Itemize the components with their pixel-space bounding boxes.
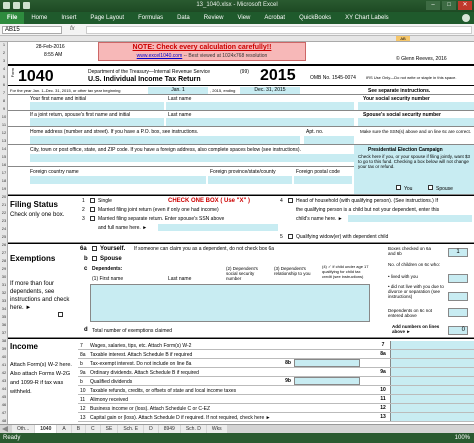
dep-last-name-col: Last name <box>168 276 192 282</box>
irs-use-only: IRS Use Only—Do not write or staple in this space. <box>366 75 457 80</box>
city-label: City, town or post office, state, and ZIP code. If you have a foreign address, also complete spaces below (see instructions). <box>30 147 301 153</box>
foreign-province-input[interactable] <box>208 176 292 184</box>
dep-relationship-col: (3) Dependent's relationship to you <box>274 266 311 276</box>
income-line-input[interactable] <box>294 359 360 367</box>
income-line-number: 11 <box>80 397 86 403</box>
add-numbers-label: Add numbers on lines above ► <box>392 324 440 334</box>
row-header[interactable]: 11 <box>1 122 7 127</box>
ssn-input[interactable] <box>358 102 474 110</box>
income-line-code: 8b <box>285 360 291 366</box>
spouse-checkbox[interactable] <box>92 256 97 261</box>
attach-forms-note: Attach Form(s) W-2 here. Also attach Forms W-2G and 1099-R if tax was withheld. <box>10 362 72 395</box>
filing-status-title: Filing Status <box>10 200 58 209</box>
filing-status-sub: Check only one box. <box>10 212 65 218</box>
income-line-label: Wages, salaries, tips, etc. Attach Form(s) W-2 <box>90 343 192 349</box>
income-line-number: 7 <box>80 343 83 349</box>
spouse-ssn-label: Spouse's social security number <box>363 112 441 118</box>
form-year: 2015 <box>260 67 296 84</box>
worksheet[interactable] <box>8 42 474 424</box>
omb-number: OMB No. 1545-0074 <box>310 75 356 81</box>
income-line-code: 7 <box>381 342 385 348</box>
home-address-label: Home address (number and street). If you have a P.O. box, see instructions. <box>30 129 199 135</box>
spouse-ssn-input[interactable] <box>358 118 474 126</box>
sheet-tab[interactable]: D <box>144 425 158 433</box>
income-section <box>8 338 474 424</box>
row-header[interactable]: 10 <box>1 114 7 119</box>
row-header[interactable]: 1 <box>2 42 6 47</box>
first-name-label: Your first name and initial <box>30 96 86 102</box>
row-header[interactable]: 17 <box>1 170 7 175</box>
sheet-tabs-bar <box>0 424 474 433</box>
foreign-country-input[interactable] <box>30 176 206 184</box>
foreign-postal-input[interactable] <box>294 176 352 184</box>
income-title: Income <box>10 342 39 351</box>
apt-input[interactable] <box>304 136 354 144</box>
maximize-button[interactable]: □ <box>442 1 456 10</box>
option-number: 2 <box>82 207 85 213</box>
foreign-postal-label: Foreign postal code <box>296 169 340 175</box>
row-header[interactable]: 36 <box>1 322 7 327</box>
income-line-label: Taxable refunds, credits, or offsets of state and local income taxes <box>90 388 237 394</box>
spouse-label: Spouse <box>100 256 122 262</box>
form-title: U.S. Individual Income Tax Return <box>88 76 201 83</box>
city-input[interactable] <box>30 154 354 162</box>
note-subtitle <box>99 53 305 59</box>
income-line-code: 9a <box>380 369 386 375</box>
income-line-number: 12 <box>80 406 86 412</box>
yourself-checkbox[interactable] <box>92 246 97 251</box>
income-line-label: Capital gain or (loss). Attach Schedule D if required. If not required, check here ► <box>90 415 271 421</box>
income-line-label: Ordinary dividends. Attach Schedule B if required <box>90 370 199 376</box>
income-line-code: 9b <box>285 378 291 384</box>
foreign-address-row <box>8 167 474 195</box>
spouse-full-name-input[interactable] <box>158 224 278 231</box>
close-button[interactable]: ✕ <box>458 1 472 10</box>
tab-acrobat[interactable]: Acrobat <box>264 15 286 21</box>
head-household-label: Head of household (with qualifying person). (See instructions.) If <box>296 198 439 204</box>
spouse-first-input[interactable] <box>30 118 164 126</box>
income-line-amount[interactable] <box>390 368 474 376</box>
income-line <box>78 350 474 359</box>
income-line-number: 10 <box>80 388 86 394</box>
period-start[interactable]: Jan. 1 <box>148 87 208 94</box>
married-separate-checkbox[interactable] <box>90 216 95 221</box>
row-header[interactable]: 41 <box>1 362 7 367</box>
row-header[interactable]: 47 <box>1 410 7 415</box>
row-header[interactable]: 12 <box>1 130 7 135</box>
pec-text: Check here if you, or your spouse if filing jointly, want $3 to go to this fund. Checking a box below will not change your tax or refund. <box>358 154 470 169</box>
formula-input[interactable] <box>86 26 472 34</box>
apt-label: Apt. no. <box>306 129 324 135</box>
income-line-amount[interactable] <box>390 395 474 403</box>
row-header[interactable]: 37 <box>1 330 7 335</box>
dependents-not-input[interactable] <box>448 308 468 317</box>
tab-file[interactable]: File <box>0 12 24 24</box>
sheet-tab[interactable]: Oth... <box>12 425 34 433</box>
income-line-number: 13 <box>80 415 86 421</box>
total-exemptions-label: Total number of exemptions claimed <box>92 328 173 334</box>
tab-xy-chart-labels[interactable]: XY Chart Labels <box>345 15 389 21</box>
income-line-label: Qualified dividends <box>90 379 133 385</box>
income-line-label: Taxable interest. Attach Schedule B if required <box>90 352 193 358</box>
row-header[interactable]: 14 <box>1 146 7 151</box>
line-6c: c <box>84 266 88 272</box>
total-exemptions-value[interactable]: 0 <box>448 326 468 335</box>
income-line-amount[interactable] <box>390 404 474 412</box>
qualifying-widow-label: Qualifying widow(er) with dependent child <box>296 234 389 240</box>
selected-column-header[interactable]: AB <box>396 36 410 42</box>
income-line-label: Tax-exempt interest. Do not include on line 8a <box>90 361 192 367</box>
child-name-input[interactable] <box>348 215 472 222</box>
income-line <box>78 395 474 404</box>
dep-first-name-col: (1) First name <box>92 276 124 282</box>
exemptions-title: Exemptions <box>10 254 56 263</box>
form-code: (99) <box>240 69 249 75</box>
dep-ssn-col: (2) Dependent's social security number <box>226 266 258 281</box>
option-number: 1 <box>82 198 85 204</box>
period-end[interactable]: Dec. 31, 2015 <box>240 87 300 94</box>
pec-you-label: You <box>404 186 413 192</box>
row-header[interactable]: 20 <box>1 194 7 199</box>
sheet-nav-prev-icon[interactable] <box>2 426 8 432</box>
pec-spouse-label: Spouse <box>436 186 453 192</box>
dependents-label: Dependents: <box>92 266 123 272</box>
fx-icon[interactable]: fx <box>70 26 75 32</box>
income-line-number: b <box>80 379 83 385</box>
row-header[interactable]: 26 <box>1 242 7 247</box>
income-line-number: b <box>80 361 83 367</box>
spouse-full-name-label: and full name here. ► <box>98 225 148 231</box>
form-word: Form <box>10 68 15 78</box>
minimize-button[interactable]: – <box>426 1 440 10</box>
income-line-code <box>378 359 388 367</box>
foreign-province-label: Foreign province/state/county <box>210 169 276 175</box>
first-name-input[interactable] <box>30 102 164 110</box>
status-ready: Ready <box>3 435 21 441</box>
income-line-code: 12 <box>380 405 386 411</box>
row-header[interactable]: 3 <box>2 58 6 63</box>
row-header[interactable]: 46 <box>1 402 7 407</box>
tab-data[interactable]: Data <box>177 15 190 21</box>
row-header[interactable]: 6 <box>2 82 6 87</box>
row-header[interactable]: 40 <box>1 354 7 359</box>
tab-formulas[interactable]: Formulas <box>138 15 164 21</box>
income-line-amount[interactable] <box>390 341 474 349</box>
form-number: 1040 <box>18 68 54 85</box>
dependents-not-label: Dependents on 6c not entered above <box>388 308 433 318</box>
row-header[interactable]: 33 <box>1 298 7 303</box>
tab-quickbooks[interactable]: QuickBooks <box>299 15 332 21</box>
spouse-last-input[interactable] <box>166 118 354 126</box>
ssn-label: Your social security number <box>363 96 430 102</box>
income-line-number: 8a <box>80 352 86 358</box>
title-bar <box>0 0 474 12</box>
income-line <box>78 377 474 386</box>
ribbon-tabs <box>0 12 474 24</box>
sheet-tab[interactable]: SE <box>101 425 118 433</box>
foreign-country-label: Foreign country name <box>30 169 79 175</box>
single-label: Single <box>98 198 112 204</box>
row-header[interactable]: 24 <box>1 226 7 231</box>
income-line <box>78 368 474 377</box>
tab-review[interactable]: Review <box>203 15 224 21</box>
row-header[interactable]: 29 <box>1 266 7 271</box>
date-cell[interactable]: 28-Feb-2016 <box>36 44 65 50</box>
option-number: 5 <box>280 234 283 240</box>
row-header[interactable]: 31 <box>1 282 7 287</box>
filing-status-section <box>8 195 474 243</box>
exemptions-section <box>8 243 474 338</box>
note-title: NOTE: Check every calculation carefully!! <box>132 44 272 51</box>
tab-view[interactable]: View <box>237 15 251 21</box>
boxes-checked-label: Boxes checked on 6a and 6b <box>388 246 432 256</box>
row-header[interactable]: 30 <box>1 274 7 279</box>
income-line-input[interactable] <box>294 377 360 385</box>
period-mid: , 2015, ending <box>210 88 236 93</box>
name-box[interactable]: AB15 <box>2 26 62 34</box>
period-text: For the year Jan. 1–Dec. 31, 2015, or other tax year beginning <box>10 88 121 93</box>
row-header[interactable]: 28 <box>1 258 7 263</box>
note-banner <box>98 42 306 61</box>
last-name-label: Last name <box>168 96 192 102</box>
help-icon[interactable] <box>462 14 470 22</box>
sheet-tab[interactable]: 8949 <box>159 425 180 433</box>
row-header[interactable]: 48 <box>1 418 7 423</box>
more-dependents-checkbox[interactable] <box>58 312 63 317</box>
ssn-check-note: Make sure the SSN(s) above and on line 6c are correct. <box>360 129 472 134</box>
row-header[interactable]: 45 <box>1 394 7 399</box>
tax-period-row <box>8 87 474 95</box>
children-count-label: No. of children on 6c who: <box>388 262 441 267</box>
tab-home[interactable]: Home <box>31 15 48 21</box>
row-header[interactable]: 42 <box>1 370 7 375</box>
row-header[interactable]: 8 <box>2 98 6 103</box>
dependents-table[interactable] <box>90 284 370 322</box>
row-header[interactable]: 18 <box>1 178 7 183</box>
sheet-tab[interactable]: B <box>72 425 85 433</box>
spouse-name-row <box>8 111 474 127</box>
sheet-tab[interactable]: C <box>86 425 100 433</box>
income-line-code: 10 <box>380 387 386 393</box>
resolution-note: -- Best viewed at 1024x768 resolution <box>182 53 268 59</box>
last-name-input[interactable] <box>166 102 354 110</box>
copyright: © Glenn Reeves, 2016 <box>396 56 447 62</box>
lived-with-label: • lived with you <box>388 274 418 279</box>
row-header[interactable]: 7 <box>2 90 6 95</box>
sheet-tab[interactable]: 1040 <box>35 425 56 433</box>
window-title: 13_1040.xlsx - Microsoft Excel <box>196 2 278 8</box>
row-header[interactable]: 25 <box>1 234 7 239</box>
income-line-amount[interactable] <box>390 359 474 367</box>
option-number: 3 <box>82 216 85 222</box>
row-headers[interactable] <box>0 42 8 424</box>
qualifying-widow-checkbox[interactable] <box>288 234 293 239</box>
income-line-number: 9a <box>80 370 86 376</box>
income-line-amount[interactable] <box>390 386 474 394</box>
row-header[interactable]: 43 <box>1 378 7 383</box>
sheet-tab[interactable]: A <box>57 425 70 433</box>
income-line-code: 13 <box>380 414 386 420</box>
head-household-label-2: the qualifying person is a child but not your dependent, enter this <box>296 207 440 213</box>
form-dept: Department of the Treasury—Internal Revenue Service <box>88 69 211 75</box>
row-header[interactable]: 21 <box>1 202 7 207</box>
sheet-tab[interactable]: Sch. D <box>181 425 206 433</box>
line-6d: d <box>84 327 88 333</box>
pec-title: Presidential Election Campaign <box>368 147 443 153</box>
row-header[interactable]: 27 <box>1 250 7 255</box>
row-header[interactable]: 15 <box>1 154 7 159</box>
address-row <box>8 127 474 145</box>
spouse-first-label: If a joint return, spouse's first name and initial <box>30 112 131 118</box>
home-address-input[interactable] <box>30 136 300 144</box>
income-line-amount[interactable] <box>390 350 474 358</box>
row-header[interactable]: 23 <box>1 218 7 223</box>
sheet-tab[interactable]: Wks <box>207 425 227 433</box>
income-line <box>78 359 474 368</box>
row-header[interactable]: 16 <box>1 162 7 167</box>
option-number: 4 <box>280 198 283 204</box>
dep-child-credit-col: (4) ✓ if child under age 17 qualifying for child tax credit (see instructions) <box>322 264 369 279</box>
row-header[interactable]: 44 <box>1 386 7 391</box>
income-line-amount[interactable] <box>390 413 474 421</box>
married-separate-label: Married filing separate return. Enter spouse's SSN above <box>98 216 225 222</box>
yourself-text: If someone can claim you as a dependent, do not check box 6a <box>134 246 275 252</box>
income-line-label: Alimony received <box>90 397 129 403</box>
row-header[interactable]: 9 <box>2 106 6 111</box>
row-header[interactable]: 13 <box>1 138 7 143</box>
income-line-label: Business income or (loss). Attach Schedule C or C-EZ <box>90 406 211 412</box>
did-not-live-input[interactable] <box>448 292 468 301</box>
name-row <box>8 95 474 111</box>
yourself-label: Yourself. <box>100 246 126 252</box>
boxes-checked-value[interactable]: 1 <box>448 248 468 257</box>
row-header[interactable]: 2 <box>2 50 6 55</box>
row-header[interactable]: 32 <box>1 290 7 295</box>
row-header[interactable]: 22 <box>1 210 7 215</box>
income-line-code <box>378 377 388 385</box>
head-household-checkbox[interactable] <box>288 198 293 203</box>
line-6b: b <box>84 256 88 262</box>
see-instructions: See separate instructions. <box>368 88 431 94</box>
row-header[interactable]: 38 <box>1 338 7 343</box>
income-line <box>78 386 474 395</box>
income-line <box>78 404 474 413</box>
tab-insert[interactable]: Insert <box>61 15 77 21</box>
dependents-side-note: If more than four dependents, see instructions and check here. ► <box>10 281 70 311</box>
income-line-code: 11 <box>380 396 386 402</box>
status-bar <box>0 433 474 443</box>
row-header[interactable]: 34 <box>1 306 7 311</box>
married-joint-label: Married filing joint return (even if only one had income) <box>98 207 219 213</box>
single-checkbox[interactable] <box>90 198 95 203</box>
income-line <box>78 413 474 422</box>
website-link[interactable]: www.excel1040.com <box>136 53 183 59</box>
row-header[interactable]: 5 <box>2 74 6 79</box>
row-header[interactable]: 4 <box>2 66 6 71</box>
sheet-tab[interactable]: Sch. E <box>118 425 143 433</box>
income-line-amount[interactable] <box>390 377 474 385</box>
row-header[interactable]: 39 <box>1 346 7 351</box>
zoom-level[interactable]: 100% <box>454 435 470 441</box>
income-line-code: 8a <box>380 351 386 357</box>
line-6a: 6a <box>80 246 87 252</box>
tab-page-layout[interactable]: Page Layout <box>90 15 125 21</box>
time-cell[interactable]: 8:55 AM <box>44 52 63 58</box>
spouse-last-label: Last name <box>168 112 192 118</box>
formula-bar <box>0 24 474 36</box>
did-not-live-label: • did not live with you due to divorce or separation (see instructions) <box>388 284 444 299</box>
row-header[interactable]: 35 <box>1 314 7 319</box>
form-header <box>8 64 474 86</box>
row-header[interactable]: 19 <box>1 186 7 191</box>
lived-with-input[interactable] <box>448 274 468 283</box>
income-line <box>78 341 474 350</box>
married-joint-checkbox[interactable] <box>90 207 95 212</box>
check-one-box: CHECK ONE BOX ( Use "X" ) <box>168 198 251 204</box>
child-name-label: child's name here. ► <box>296 216 343 222</box>
